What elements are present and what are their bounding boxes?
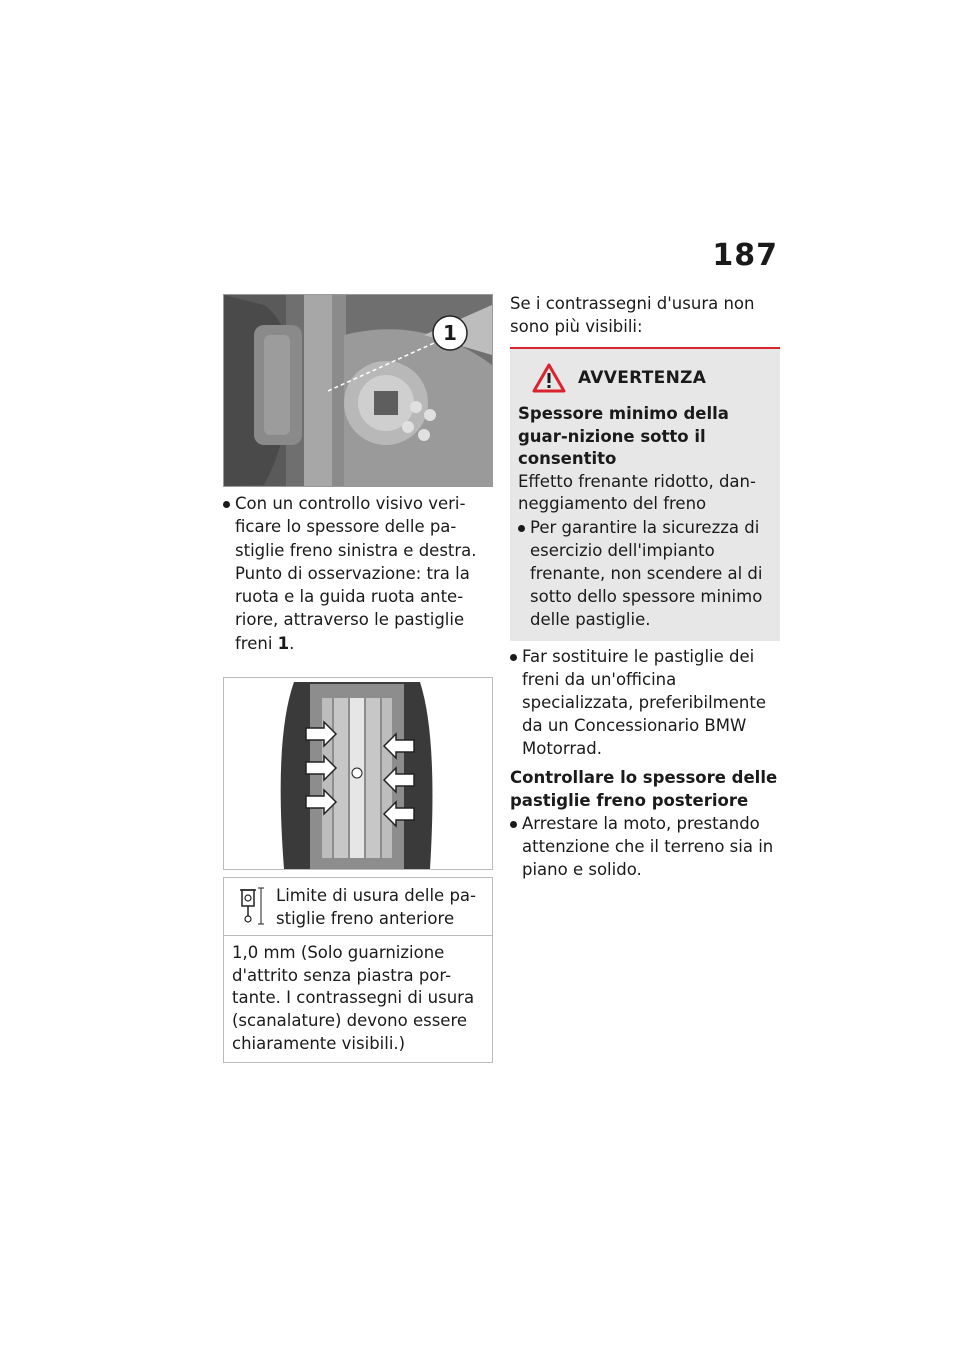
- warning-triangle-icon: [532, 363, 566, 393]
- warning-label: AVVERTENZA: [578, 368, 707, 388]
- spec-value: 1,0 mm (Solo guarnizione d'attrito senza piastra por-tante. I contrassegni di usura (scanalature) devono essere chiaramente visibili.): [232, 943, 475, 1053]
- wear-limit-spec-box: [223, 877, 493, 1063]
- list-item: Per garantire la sicurezza di esercizio dell'impianto frenante, non scendere al di sotto dello spessore minimo delle pastiglie.: [518, 516, 772, 631]
- warning-header: [518, 363, 772, 393]
- page-number: 187: [712, 238, 778, 273]
- brake-pad-wear-icon: [236, 884, 266, 928]
- inspection-bullets: [223, 492, 493, 655]
- list-item: Arrestare la moto, prestando attenzione che il terreno sia in piano e solido.: [510, 812, 780, 881]
- replacement-bullets: [510, 645, 780, 760]
- photo-callout-label: 1: [443, 321, 457, 345]
- list-item: [223, 492, 493, 655]
- right-column: [510, 292, 780, 881]
- warning-bullets: [518, 516, 772, 631]
- section-heading: Controllare lo spessore delle pastiglie freno posteriore: [510, 767, 778, 810]
- brake-pad-diagram: [223, 677, 493, 870]
- spec-header: [224, 878, 492, 936]
- list-item: Far sostituire le pastiglie dei freni da un'officina specializzata, preferibilmente da un Concessionario BMW Motorrad.: [510, 645, 780, 760]
- intro-text: Se i contrassegni d'usura non sono più visibili:: [510, 294, 755, 336]
- bullet-tail: .: [289, 633, 295, 653]
- brake-pad-cutaway-illustration: [224, 678, 492, 869]
- left-column: [223, 294, 493, 1063]
- rear-check-bullets: [510, 812, 780, 881]
- spec-title: Limite di usura delle pa-stiglie freno anteriore: [276, 886, 476, 929]
- warning-box: [510, 347, 780, 641]
- bullet-ref-number: 1: [277, 633, 290, 653]
- bullet-text: Con un controllo visivo veri-ficare lo spessore delle pa-stiglie freno sinistra e destra. Punto di osservazione: tra la ruota e la guida ruota ante-riore, attraverso le pastiglie freni: [235, 494, 477, 653]
- brake-caliper-photo: [223, 294, 493, 487]
- warning-subtitle: Spessore minimo della guar-nizione sotto il consentito: [518, 404, 729, 468]
- warning-text: Effetto frenante ridotto, dan-neggiamento del freno: [518, 471, 756, 513]
